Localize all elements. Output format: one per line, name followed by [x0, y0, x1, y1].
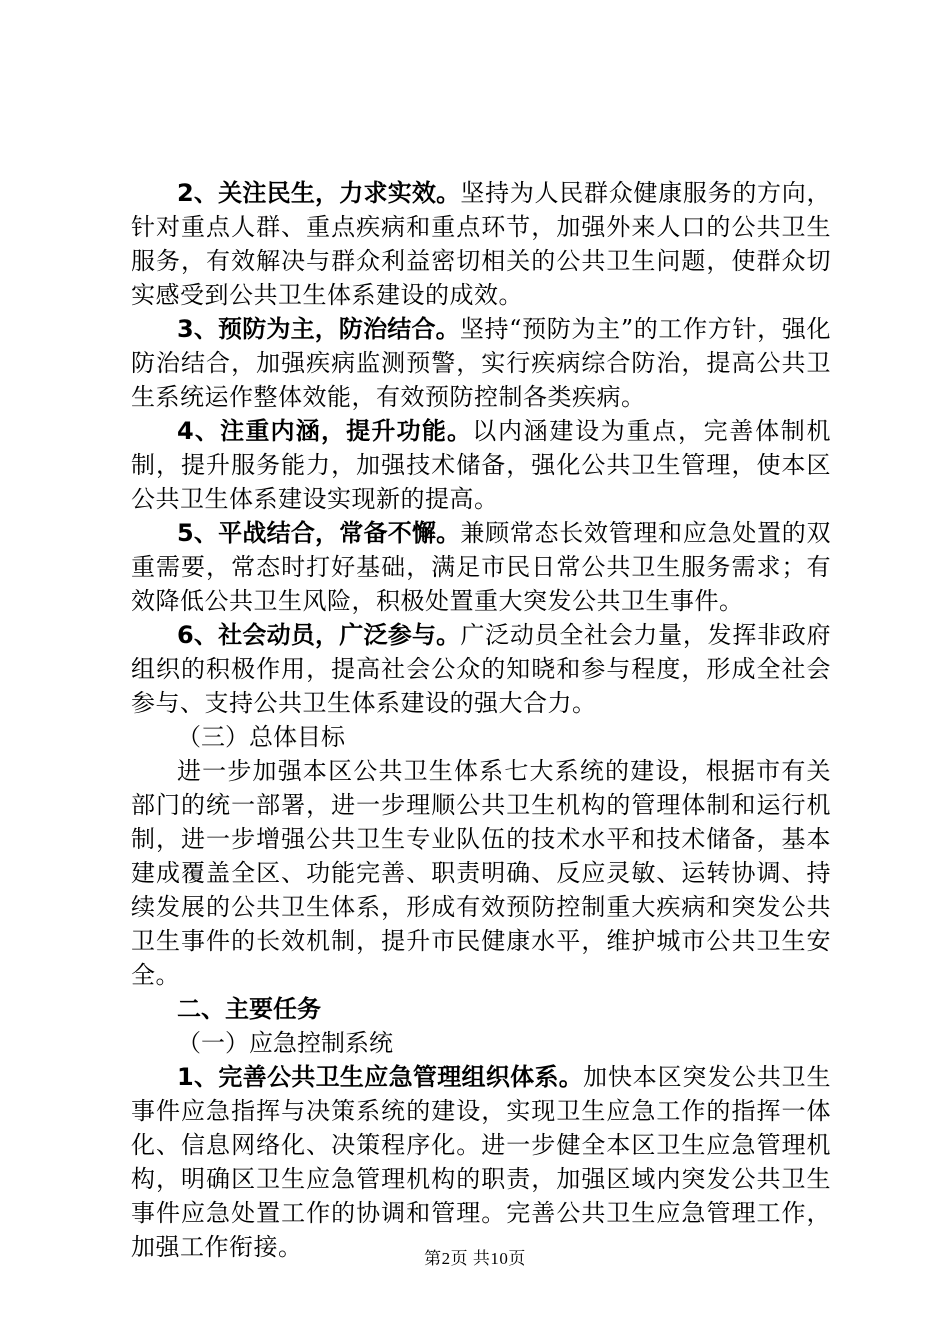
paragraph-text: 加快本区突发公共卫生事件应急指挥与决策系统的建设，实现卫生应急工作的指挥一体化、信息网络化、决策程序化。进一步健全本区卫生应急管理机构，明确区卫生应急管理机构的职责，加强区域内突发公共卫生事件应急处置工作的协调和管理。完善公共卫生应急管理工作，加强工作衔接。: [131, 1063, 831, 1261]
document-body: [131, 176, 831, 1264]
paragraph-lead: 3、预防为主，防治结合。: [177, 315, 460, 343]
page-footer: 第2页 共10页: [424, 1249, 526, 1268]
paragraph-text: 以内涵建设为重点，完善体制机制，提升服务能力，加强技术储备，强化公共卫生管理，使本区公共卫生体系建设实现新的提高。: [131, 417, 832, 513]
goal-heading: （三）总体目标: [177, 723, 345, 751]
subsection-heading: （一）应急控制系统: [177, 1029, 393, 1057]
paragraph-lead: 4、注重内涵，提升功能。: [177, 417, 473, 445]
principle-paragraph-5: [131, 516, 831, 618]
paragraph-text: 广泛动员全社会力量，发挥非政府组织的积极作用，提高社会公众的知晓和参与程度，形成全社会参与、支持公共卫生体系建设的强大合力。: [131, 621, 831, 717]
paragraph-text: 坚持“预防为主”的工作方针，强化防治结合，加强疾病监测预警，实行疾病综合防治，提高公共卫生系统运作整体效能，有效预防控制各类疾病。: [131, 315, 831, 411]
paragraph-lead: 5、平战结合，常备不懈。: [177, 519, 461, 547]
principle-paragraph-2: [131, 176, 831, 312]
paragraph-lead: 2、关注民生，力求实效。: [177, 179, 461, 207]
paragraph-lead: 6、社会动员，广泛参与。: [177, 621, 461, 649]
paragraph-text: 坚持为人民群众健康服务的方向，针对重点人群、重点疾病和重点环节，加强外来人口的公共卫生服务，有效解决与群众利益密切相关的公共卫生问题，使群众切实感受到公共卫生体系建设的成效。: [131, 179, 831, 309]
goal-paragraph: 进一步加强本区公共卫生体系七大系统的建设，根据市有关部门的统一部署，进一步理顺公共卫生机构的管理体制和运行机制，进一步增强公共卫生专业队伍的技术水平和技术储备，基本建成覆盖全区、功能完善、职责明确、反应灵敏、运转协调、持续发展的公共卫生体系，形成有效预防控制重大疾病和突发公共卫生事件的长效机制，提升市民健康水平，维护城市公共卫生安全。: [131, 757, 831, 989]
principle-paragraph-4: [131, 414, 831, 516]
task-paragraph-1: [131, 1060, 831, 1264]
principle-paragraph-6: [131, 618, 831, 720]
principle-paragraph-3: [131, 312, 831, 414]
paragraph-lead: 1、完善公共卫生应急管理组织体系。: [177, 1063, 584, 1091]
section-heading: 二、主要任务: [177, 995, 321, 1023]
paragraph-text: 兼顾常态长效管理和应急处置的双重需要，常态时打好基础，满足市民日常公共卫生服务需求；有效降低公共卫生风险，积极处置重大突发公共卫生事件。: [131, 519, 831, 615]
